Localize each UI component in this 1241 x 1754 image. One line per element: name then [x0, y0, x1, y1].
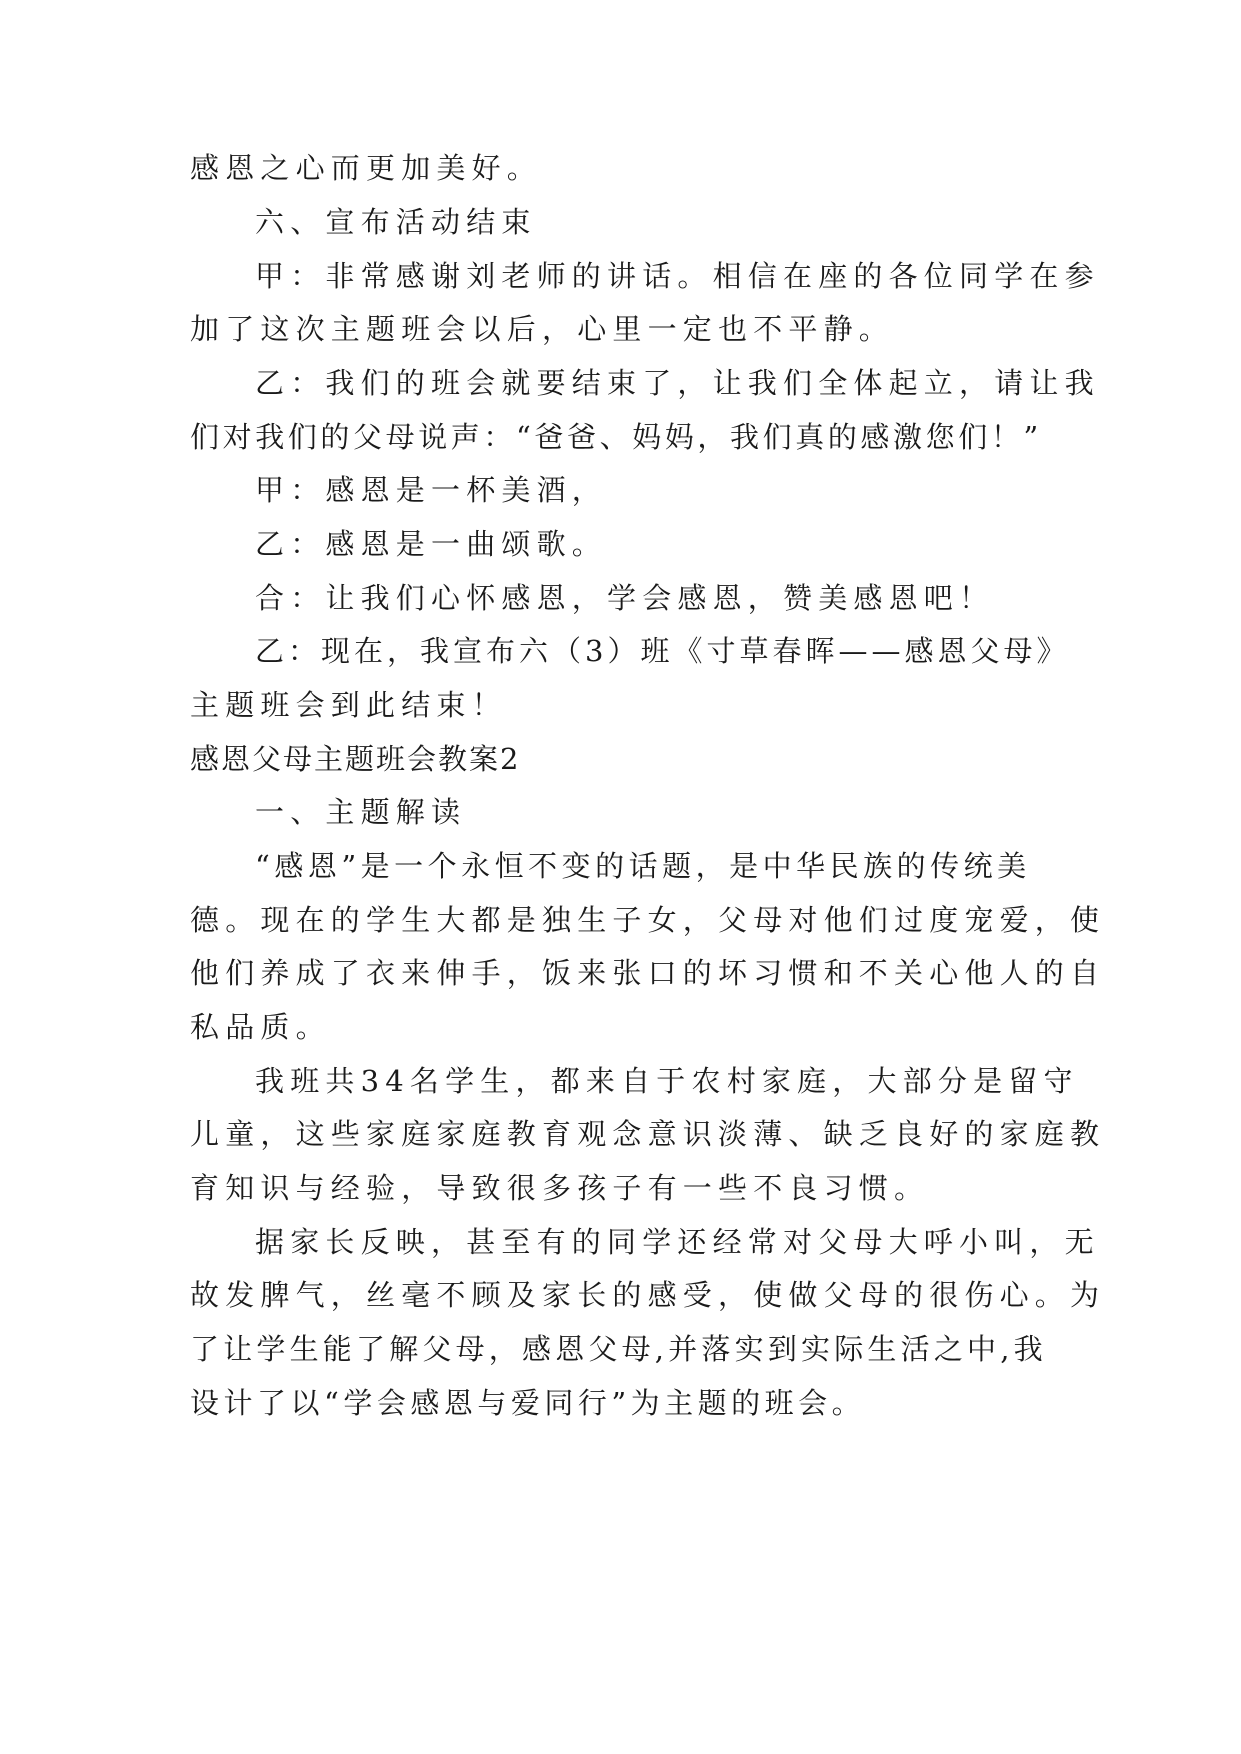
paragraph-line: 故发脾气，丝毫不顾及家长的感受，使做父母的很伤心。为: [190, 1278, 1106, 1312]
paragraph-line: 甲：非常感谢刘老师的讲话。相信在座的各位同学在参: [255, 259, 1100, 293]
paragraph-line: 加了这次主题班会以后，心里一定也不平静。: [190, 312, 895, 346]
paragraph-line: 乙：感恩是一曲颂歌。: [255, 527, 608, 561]
paragraph-line: 感恩之心而更加美好。: [190, 151, 543, 185]
paragraph-line: 儿童，这些家庭家庭教育观念意识淡薄、缺乏良好的家庭教: [190, 1117, 1106, 1151]
paragraph-line: 德。现在的学生大都是独生子女，父母对他们过度宠爱，使: [190, 903, 1106, 937]
paragraph-line: 乙：我们的班会就要结束了，让我们全体起立，请让我: [255, 366, 1100, 400]
paragraph-line: 乙：现在，我宣布六（3）班《寸草春晖——感恩父母》: [255, 634, 1070, 668]
section-heading: 六、宣布活动结束: [255, 205, 537, 239]
paragraph-line: 合：让我们心怀感恩，学会感恩，赞美感恩吧！: [255, 581, 995, 615]
document-title: 感恩父母主题班会教案2: [190, 742, 521, 776]
paragraph-line: 育知识与经验，导致很多孩子有一些不良习惯。: [190, 1171, 930, 1205]
paragraph-line: 私品质。: [190, 1010, 331, 1044]
paragraph-line: “感恩”是一个永恒不变的话题，是中华民族的传统美: [255, 849, 1031, 883]
paragraph-line: 主题班会到此结束！: [190, 688, 507, 722]
paragraph-line: 们对我们的父母说声：“爸爸、妈妈，我们真的感激您们！”: [190, 420, 1042, 454]
paragraph-line: 他们养成了衣来伸手，饭来张口的坏习惯和不关心他人的自: [190, 956, 1106, 990]
paragraph-line: 设计了以“学会感恩与爱同行”为主题的班会。: [190, 1386, 866, 1420]
paragraph-line: 据家长反映，甚至有的同学还经常对父母大呼小叫，无: [255, 1225, 1100, 1259]
paragraph-line: 甲：感恩是一杯美酒，: [255, 473, 608, 507]
paragraph-line: 我班共34名学生，都来自于农村家庭，大部分是留守: [255, 1064, 1079, 1098]
paragraph-line: 了让学生能了解父母，感恩父母,并落实到实际生活之中,我: [190, 1332, 1047, 1366]
section-heading: 一、主题解读: [255, 795, 467, 829]
